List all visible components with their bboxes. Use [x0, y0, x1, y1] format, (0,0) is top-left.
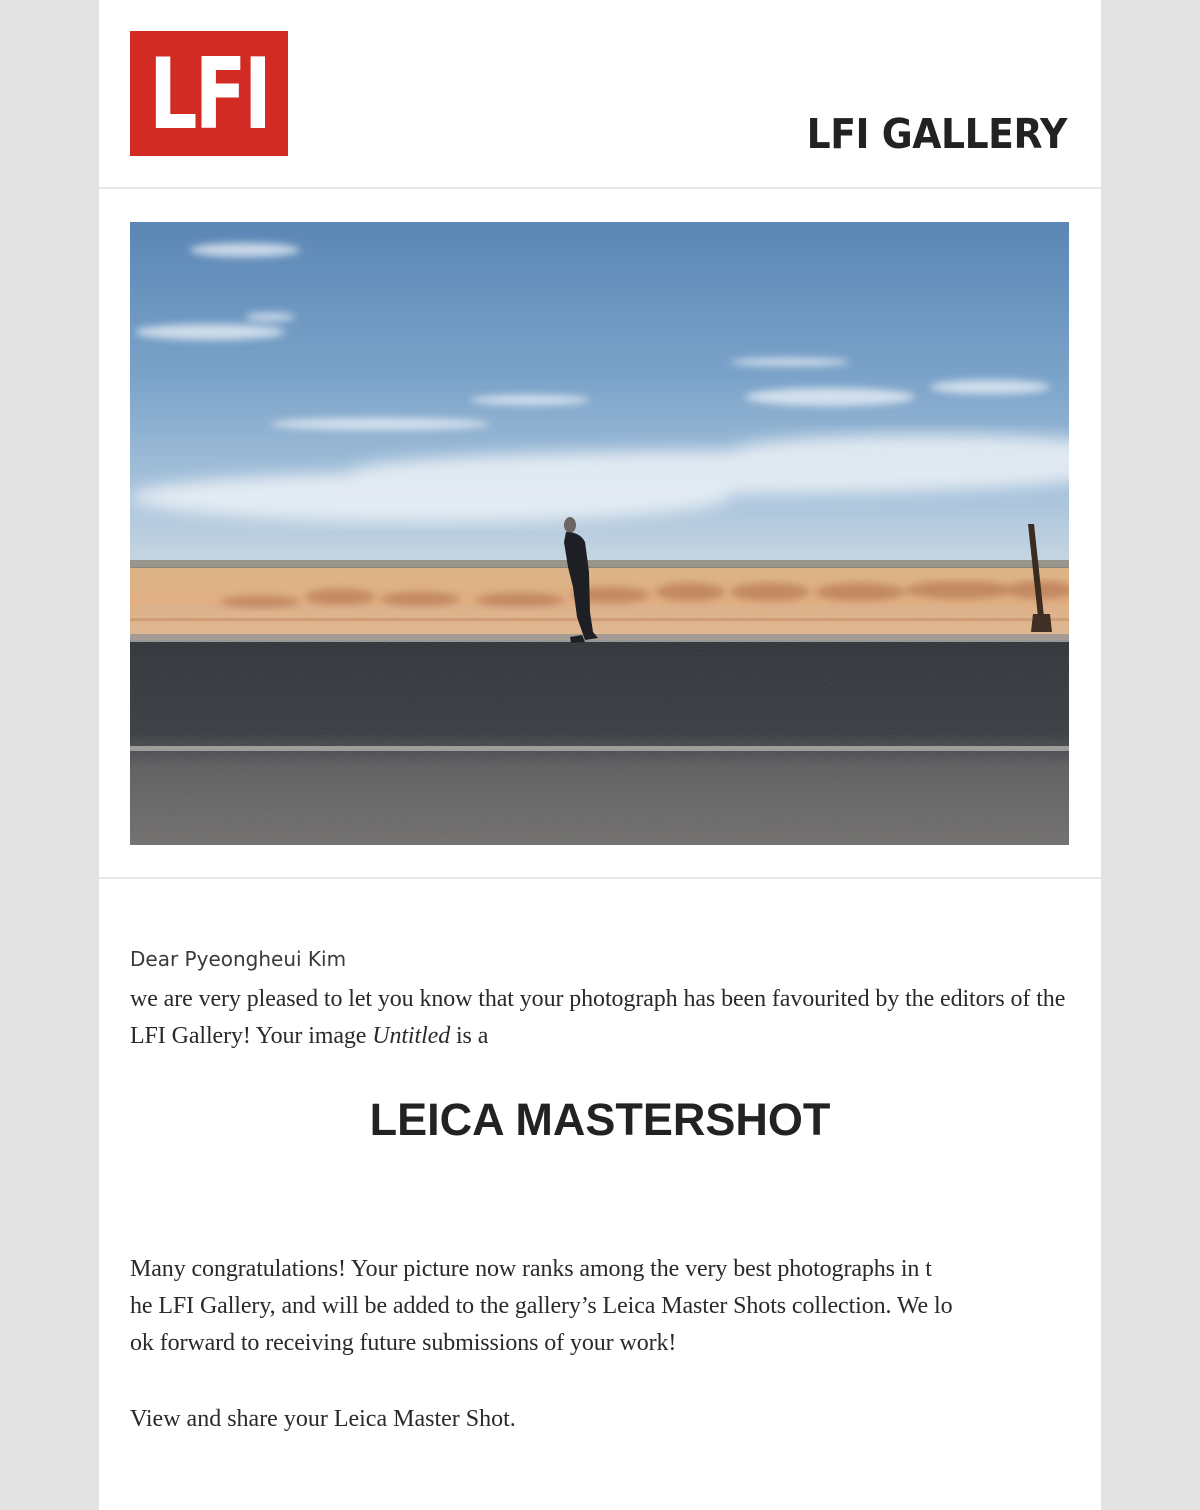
logo-text: LFI: [148, 37, 269, 152]
congrats-line: he LFI Gallery, and will be added to the gallery’s Leica Master Shots collection. We lo: [130, 1293, 953, 1319]
intro-text-before: we are very pleased to let you know that your photograph has been favourited by the editors of the LFI Gallery! Your image: [130, 986, 1066, 1049]
email-header: [99, 0, 1101, 189]
greeting: Dear Pyeongheui Kim: [130, 947, 347, 971]
photo-image: [130, 222, 1069, 845]
award-heading: LEICA MASTERSHOT: [369, 1094, 831, 1145]
photo-section: [99, 189, 1101, 879]
congrats-paragraph: [130, 1251, 1090, 1362]
intro-text-after: is a: [450, 1023, 489, 1049]
email-card: [99, 0, 1101, 1510]
photo-title: Untitled: [372, 1023, 451, 1049]
view-share-link[interactable]: View and share your Leica Master Shot.: [130, 1406, 516, 1432]
congrats-line: ok forward to receiving future submissions of your work!: [130, 1330, 677, 1356]
featured-photo[interactable]: [130, 222, 1069, 845]
intro-paragraph: [130, 981, 1080, 1055]
lfi-logo[interactable]: [130, 31, 288, 156]
gallery-title: LFI GALLERY: [806, 110, 1067, 158]
congrats-line: Many congratulations! Your picture now ranks among the very best photographs in t: [130, 1256, 932, 1282]
